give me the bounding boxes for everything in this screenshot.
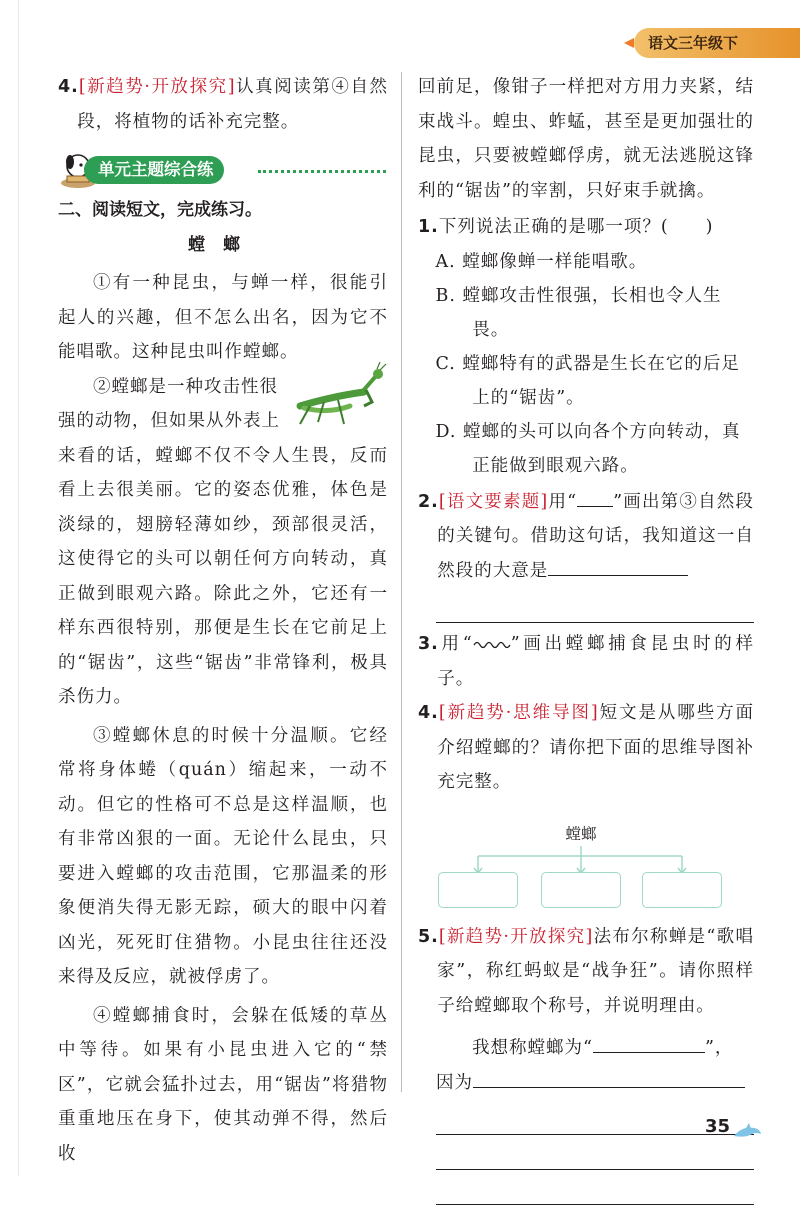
- question-number: 4.: [418, 703, 439, 723]
- answer-line[interactable]: [436, 1135, 754, 1170]
- answer-sentence: [418, 1031, 754, 1066]
- section-title: 二、阅读短文，完成练习。: [58, 200, 262, 220]
- mind-map-box-2[interactable]: [541, 872, 621, 908]
- answer-line[interactable]: [436, 1170, 754, 1205]
- page-edge: [18, 0, 19, 1176]
- unit-practice-banner: [58, 150, 388, 190]
- page-number: 35: [705, 1116, 731, 1137]
- grade-label: 语文三年级下: [648, 34, 739, 52]
- column-divider: [401, 72, 402, 1092]
- left-question-4: [58, 70, 388, 139]
- question-stem: 下列说法正确的是哪一项？( ): [438, 217, 714, 237]
- paragraph-2-rest: 来看的话，螳螂不仅不令人生畏，反而看上去很美丽。它的姿态优雅，体色是淡绿的，翅膀轻薄如纱，颈部很灵活，这使得它的头可以朝任何方向转动，真正做到眼观六路。除此之外，它还有一样东西很特别，那便是生长在它前足上的“锯齿”，这些“锯齿”非常锋利，极具杀伤力。: [58, 445, 388, 707]
- option-c: C. 螳螂特有的武器是生长在它的后足上的“锯齿”。: [435, 353, 740, 408]
- paragraph-3: ③螳螂休息的时候十分温顺。它经常将身体蜷（quán）缩起来，一动不动。但它的性格可不总是这样温顺，也有非常凶狠的一面。无论什么昆虫，只要进入螳螂的攻击范围，它那温柔的形象便消失得无影无踪，硕大的眼中闪着凶光，死死盯住猎物。小昆虫往往还没来得及反应，就被俘虏了。: [58, 725, 388, 987]
- option-a: A. 螳螂像蝉一样能唱歌。: [435, 251, 648, 272]
- passage-continuation: 回前足，像钳子一样把对方用力夹紧，结束战斗。蝗虫、蚱蜢，甚至是更加强壮的昆虫，只要被螳螂俘虏，就无法逃脱这锋利的“锯齿”的宰割，只好束手就擒。: [418, 77, 754, 201]
- grade-tab: [634, 28, 800, 58]
- reason-label: 因为: [436, 1072, 473, 1093]
- banner-label: 单元主题综合练: [84, 156, 224, 184]
- paragraph-4: ④螳螂捕食时，会躲在低矮的草丛中等待。如果有小昆虫进入它的“禁区”，它就会猛扑过去，用“锯齿”将猎物重重地压在身下，使其动弹不得，然后收: [58, 1005, 388, 1164]
- nickname-blank[interactable]: [593, 1052, 705, 1053]
- question-5: [418, 920, 754, 1024]
- question-tag: [新趋势·开放探究]: [78, 77, 236, 97]
- answer-prefix: 我想称螳螂为“: [472, 1038, 593, 1058]
- question-tag: [新趋势·开放探究]: [438, 926, 594, 947]
- wavy-line-icon: [473, 639, 511, 651]
- answer-line[interactable]: [436, 588, 754, 623]
- question-number: 4.: [58, 77, 79, 97]
- dolphin-icon: [732, 1122, 762, 1142]
- paragraph-1: ①有一种昆虫，与蝉一样，很能引起人的兴趣，但不怎么出名，因为它不能唱歌。这种昆虫叫作螳螂。: [58, 273, 388, 362]
- question-tag: [语文要素题]: [438, 491, 549, 512]
- reason-blank[interactable]: [473, 1087, 745, 1088]
- question-text: 用“: [438, 634, 473, 654]
- question-2: [418, 485, 754, 589]
- mind-map-connectors: [436, 842, 736, 874]
- question-text: ”画出螳螂捕食昆虫时的样子。: [437, 634, 754, 689]
- question-4: [418, 696, 754, 800]
- straight-line-sample: [577, 506, 613, 507]
- reading-passage: [58, 194, 388, 1171]
- mind-map-box-3[interactable]: [642, 872, 722, 908]
- question-text: 法布尔称蝉是“歌唱家”，称红蚂蚁是“战争狂”。请你照样子给螳螂取个称号，并说明理由。: [437, 926, 754, 1016]
- left-column: [58, 70, 388, 139]
- question-1: [418, 210, 754, 245]
- question-text: 用“: [548, 491, 578, 512]
- option-d: D. 螳螂的头可以向各个方向转动，真正能做到眼观六路。: [435, 421, 741, 476]
- paragraph-2-line-1: ②螳螂是一种攻击性很: [93, 376, 278, 397]
- paragraph-2-figure-row: [58, 370, 388, 439]
- question-text: 短文是从哪些方面介绍螳螂的？请你把下面的思维导图补充完整。: [437, 703, 755, 792]
- question-text: 认真阅读第④自然段，将植物的话补充完整。: [77, 77, 389, 132]
- answer-suffix: ”，: [704, 1038, 734, 1058]
- answer-blank[interactable]: [548, 575, 688, 576]
- question-tag: [新趋势·思维导图]: [438, 703, 599, 723]
- mantis-illustration: [294, 362, 388, 432]
- question-number: 2.: [418, 491, 439, 512]
- question-number: 3.: [418, 634, 439, 654]
- question-number: 1.: [418, 217, 439, 237]
- mind-map-root: 螳螂: [565, 824, 597, 843]
- mind-map-box-1[interactable]: [438, 872, 518, 908]
- banner-dotted-line: [258, 170, 386, 173]
- question-text: ”画出第③自然段的关键句。借助这句话，我知道这一自然段的大意是: [437, 491, 755, 581]
- grade-tab-arrow-icon: [624, 38, 634, 48]
- question-number: 5.: [418, 926, 439, 947]
- question-3: [418, 627, 754, 696]
- right-column: [418, 70, 754, 1205]
- reason-line: [418, 1066, 754, 1101]
- mind-map: [436, 822, 766, 916]
- paragraph-2-line-2: 强的动物，但如果从外表上: [58, 411, 280, 431]
- passage-title: 螳螂: [188, 235, 258, 255]
- option-b: B. 螳螂攻击性很强，长相也令人生畏。: [435, 285, 722, 340]
